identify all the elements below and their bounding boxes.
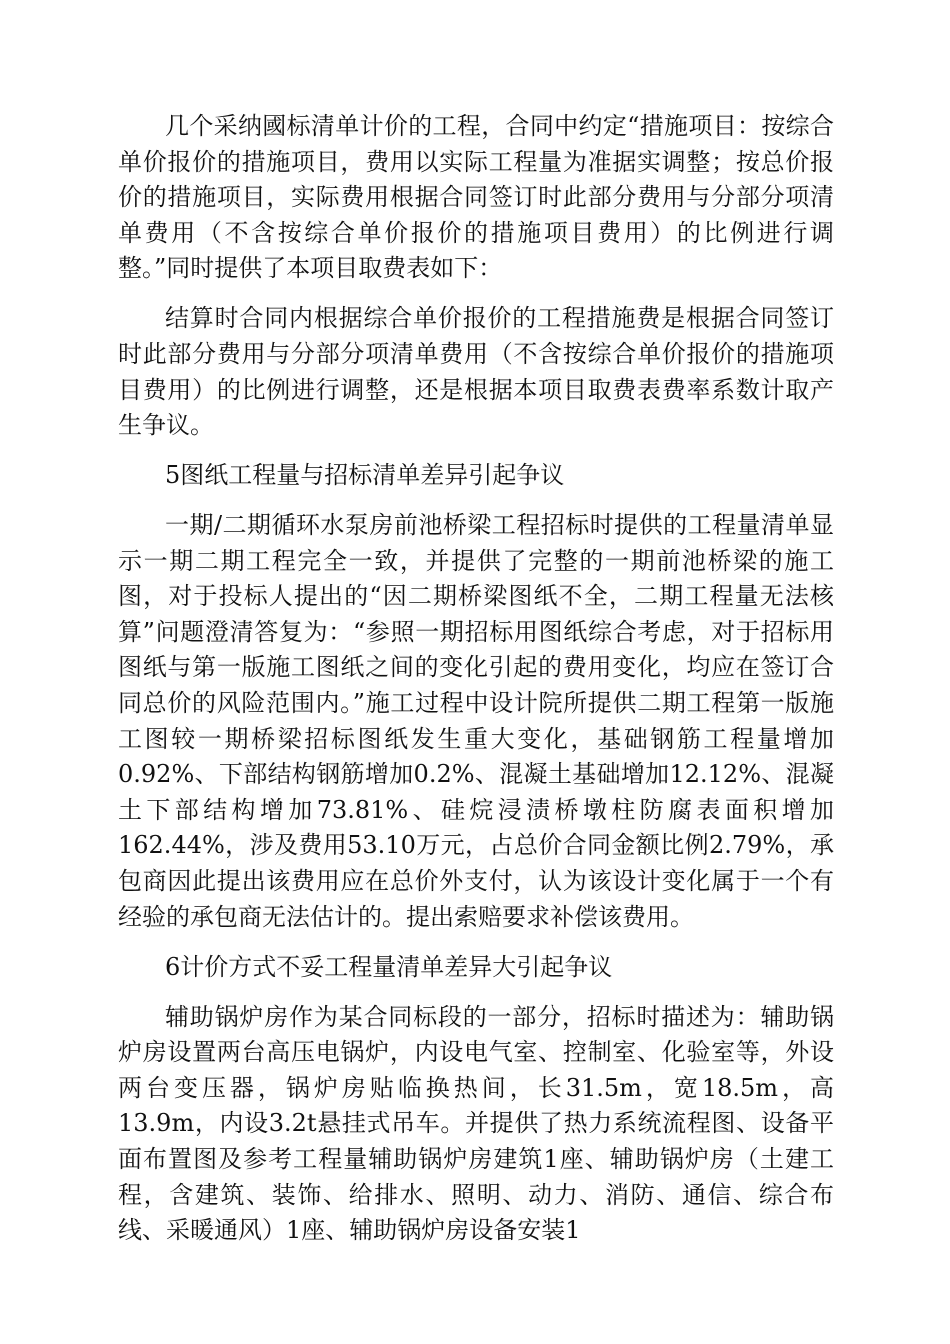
paragraph-boiler-room: 辅助锅炉房作为某合同标段的一部分，招标时描述为：辅助锅炉房设置两台高压电锅炉，内设电气室、控制室、化验室等，外设两台变压器，锅炉房贴临换热间，长31.5m，宽18.5m，高13.9m，内设3.2t悬挂式吊车。并提供了热力系统流程图、设备平面布置图及参考工程量辅助锅炉房建筑1座、辅助锅炉房（土建工程，含建筑、装饰、给排水、照明、动力、消防、通信、综合布线、采暖通风）1座、辅助锅炉房设备安装1 bbox=[118, 1002, 834, 1245]
paragraph-measures-clause: 几个采纳國标清单计价的工程，合同中约定“措施项目：按综合单价报价的措施项目，费用以实际工程量为准据实调整；按总价报价的措施项目，实际费用根据合同签订时此部分费用与分部分项清单费用（不含按综合单价报价的措施项目费用）的比例进行调整。”同时提供了本项目取费表如下： bbox=[118, 112, 834, 283]
paragraph-bridge-quantities: 一期/二期循环水泵房前池桥梁工程招标时提供的工程量清单显示一期二期工程完全一致，并提供了完整的一期前池桥梁的施工图，对于投标人提出的“因二期桥梁图纸不全，二期工程量无法核算”问题澄清答复为：“参照一期招标用图纸综合考虑，对于招标用图纸与第一版施工图纸之间的变化引起的费用变化，均应在签订合同总价的风险范围内。”施工过程中设计院所提供二期工程第一版施工图较一期桥梁招标图纸发生重大变化，基础钢筋工程量增加0.92%、下部结构钢筋增加0.2%、混凝土基础增加12.12%、混凝土下部结构增加73.81%、硅烷浸渍桥墩柱防腐表面积增加162.44%，涉及费用53.10万元，占总价合同金额比例2.79%，承包商因此提出该费用应在总价外支付，认为该设计变化属于一个有经验的承包商无法估计的。提出索赔要求补偿该费用。 bbox=[118, 511, 834, 931]
section-heading-6: 6计价方式不妥工程量清单差异大引起争议 bbox=[165, 952, 613, 981]
section-heading-5: 5图纸工程量与招标清单差异引起争议 bbox=[165, 461, 565, 490]
paragraph-settlement-dispute: 结算时合同内根据综合单价报价的工程措施费是根据合同签订时此部分费用与分部分项清单费用（不含按综合单价报价的措施项目费用）的比例进行调整，还是根据本项目取费表费率系数计取产生争议。 bbox=[118, 304, 834, 440]
document-page bbox=[118, 109, 834, 1263]
